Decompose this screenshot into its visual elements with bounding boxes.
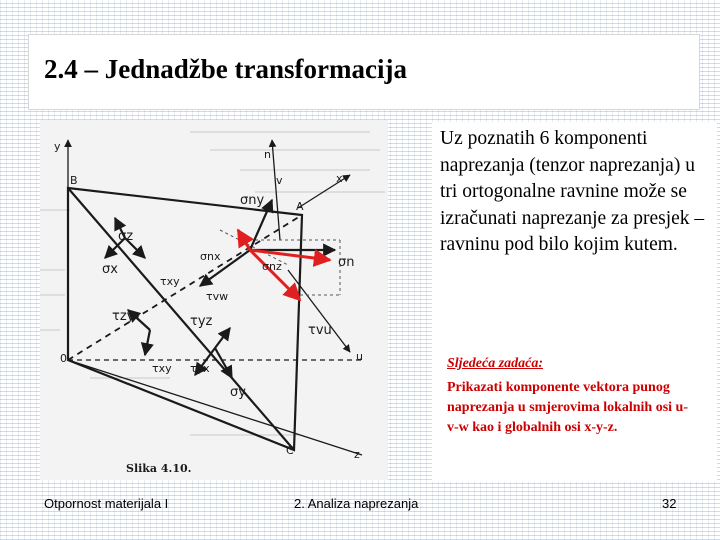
n-axis-label: n (264, 148, 271, 161)
tau-yz-label: τyz (190, 314, 213, 329)
z-axis (68, 360, 362, 455)
sigma-z-label: σz (118, 229, 134, 244)
tau-yx-label: τyx (190, 362, 210, 375)
plane-diagonal-dashed (68, 215, 302, 360)
footer-course: Otpornost materijala I (44, 496, 169, 511)
slide-title: 2.4 – Jednadžbe transformacija (44, 54, 407, 84)
task-description: Prikazati komponente vektora punog naprezanja u smjerovima lokalnih osi u-v-w kao i globalnih osi x-y-z. (447, 380, 689, 435)
tau-vw-label: τvw (206, 290, 229, 303)
background-scribbles (40, 132, 385, 435)
x-axis-label: x (336, 172, 343, 185)
figure-caption: Slika 4.10. (126, 462, 192, 475)
task-heading: Sljedeća zadaća: (447, 356, 544, 371)
point-a-label: A (296, 200, 304, 213)
stress-diagram (40, 120, 388, 480)
z-axis-label: z (354, 448, 360, 461)
n-axis (272, 140, 280, 240)
tau-zy-label: τzy (112, 309, 135, 324)
v-axis-label: v (276, 174, 283, 187)
point-b-label: B (70, 174, 78, 187)
tau-vu-label: τvu (308, 323, 332, 338)
footer-page-number: 32 (662, 496, 677, 511)
u-axis-label: u (356, 350, 363, 363)
sigma-x-label: σx (102, 262, 118, 277)
tau-xy-label: τxy (160, 275, 180, 288)
point-c-label: C (286, 444, 294, 457)
sigma-ny-label: σny (240, 193, 265, 208)
y-axis-label: y (54, 140, 61, 153)
point-o-label: 0 (60, 352, 67, 365)
sigma-nz-label: σnz (262, 260, 282, 273)
red-arrow-1 (238, 230, 250, 250)
footer-chapter: 2. Analiza naprezanja (294, 496, 419, 511)
sigma-n-label: σn (338, 255, 355, 270)
tau-xy-lower-label: τxy (152, 362, 172, 375)
stress-figure (40, 120, 388, 480)
main-paragraph: Uz poznatih 6 komponenti naprezanja (tenzor naprezanja) u tri ortogonalne ravnine može se izračunati naprezanje za presjek – ravninu pod bilo kojim kutem. (440, 128, 705, 255)
section-plane (68, 188, 302, 450)
tau-yz-arrow (215, 328, 230, 348)
sigma-y-label: σy (230, 385, 246, 400)
sigma-nx-label: σnx (200, 250, 221, 263)
red-arrow-2 (250, 250, 330, 260)
tau-xy-lower-arrow (145, 330, 150, 355)
